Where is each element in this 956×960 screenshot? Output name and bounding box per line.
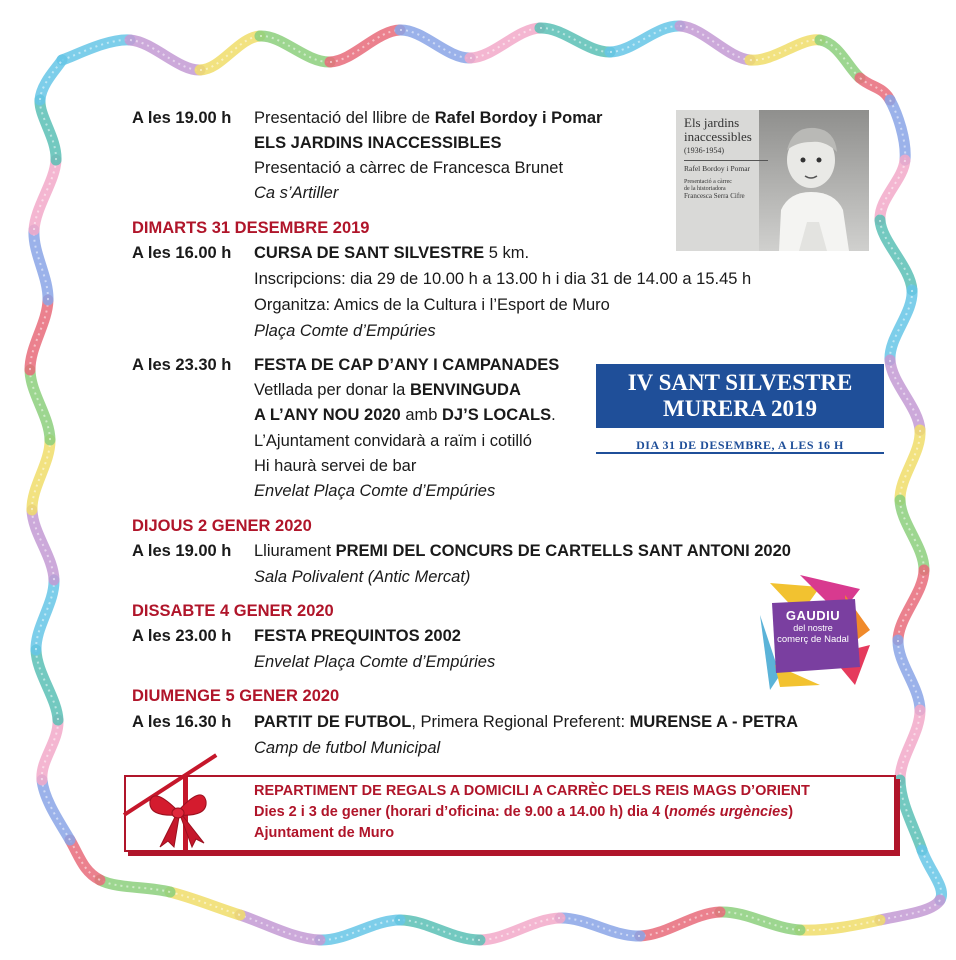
cover-author: Rafel Bordoy i Pomar bbox=[684, 164, 751, 173]
organizer-info: Organitza: Amics de la Cultura i l’Esport de Muro bbox=[254, 296, 610, 314]
event-place: Sala Polivalent (Antic Mercat) bbox=[254, 568, 471, 586]
text: , Primera Regional Preferent: bbox=[411, 713, 630, 731]
day-heading: DIUMENGE 5 GENER 2020 bbox=[132, 687, 340, 705]
cover-divider bbox=[684, 160, 768, 161]
event-note: L’Ajuntament convidarà a raïm i cotilló bbox=[254, 432, 532, 450]
notice-title: REPARTIMENT DE REGALS A DOMICILI A CARRÈC DELS REIS MAGS D’ORIENT bbox=[254, 783, 810, 799]
match-teams: MURENSE A - PETRA bbox=[629, 713, 798, 731]
day-heading: DISSABTE 4 GENER 2020 bbox=[132, 602, 334, 620]
gaudiu-logo-text bbox=[772, 609, 854, 645]
event-title: PARTIT DE FUTBOL bbox=[254, 713, 412, 731]
event-place: Envelat Plaça Comte d’Empúries bbox=[254, 482, 496, 500]
text: només urgències bbox=[669, 804, 789, 820]
cover-presenter: Presentació a càrrec bbox=[684, 179, 732, 185]
text: Lliurament bbox=[254, 542, 336, 560]
cover-presenter: Francesca Serra Cifre bbox=[684, 192, 745, 200]
day-heading: DIJOUS 2 GENER 2020 bbox=[132, 517, 312, 535]
cover-title: Els jardins bbox=[684, 115, 740, 130]
book-title: ELS JARDINS INACCESSIBLES bbox=[254, 134, 502, 152]
text: Dies 2 i 3 de gener (horari d’oficina: de 9.00 a 14.00 h) dia 4 ( bbox=[254, 804, 670, 820]
cover-years: (1936-1954) bbox=[684, 146, 724, 155]
event-description bbox=[254, 242, 529, 264]
event-description bbox=[254, 404, 556, 426]
cover-presenter: de la historiadora bbox=[684, 186, 726, 192]
event-time: A les 23.00 h bbox=[132, 627, 232, 645]
banner-subtitle: DIA 31 DE DESEMBRE, A LES 16 H bbox=[636, 438, 844, 452]
presenter-line: Presentació a càrrec de Francesca Brunet bbox=[254, 159, 564, 177]
text: . bbox=[551, 406, 556, 424]
event-time: A les 16.30 h bbox=[132, 713, 232, 731]
cover-title: inaccessibles bbox=[684, 129, 752, 144]
text: BENVINGUDA bbox=[409, 381, 521, 399]
banner-underline bbox=[596, 452, 884, 454]
event-description bbox=[254, 379, 521, 401]
day-heading: DIMARTS 31 DESEMBRE 2019 bbox=[132, 219, 370, 237]
logo-subtitle: comerç de Nadal bbox=[777, 634, 849, 645]
book-cover-image bbox=[676, 110, 869, 251]
logo-subtitle: del nostre bbox=[793, 623, 833, 633]
event-title: FESTA PREQUINTOS 2002 bbox=[254, 627, 461, 645]
registration-info: Inscripcions: dia 29 de 10.00 h a 13.00 h i dia 31 de 14.00 a 15.45 h bbox=[254, 270, 752, 288]
banner-title: IV SANT SILVESTRE bbox=[627, 370, 853, 395]
event-note: Hi haurà servei de bar bbox=[254, 457, 417, 475]
event-place: Camp de futbol Municipal bbox=[254, 739, 441, 757]
event-title: FESTA DE CAP D’ANY I CAMPANADES bbox=[254, 356, 560, 374]
text: DJ’S LOCALS bbox=[442, 406, 552, 424]
event-description bbox=[254, 540, 791, 562]
event-place: Plaça Comte d’Empúries bbox=[254, 322, 436, 340]
event-title: PREMI DEL CONCURS DE CARTELLS SANT ANTONI 2020 bbox=[335, 542, 791, 560]
gift-bow-icon bbox=[146, 781, 210, 849]
event-place: Envelat Plaça Comte d’Empúries bbox=[254, 653, 496, 671]
event-time: A les 19.00 h bbox=[132, 542, 232, 560]
event-title: CURSA DE SANT SILVESTRE bbox=[254, 244, 485, 262]
event-description bbox=[254, 107, 602, 129]
text: Presentació del llibre de bbox=[254, 109, 435, 127]
notice-schedule bbox=[254, 802, 793, 822]
event-description bbox=[254, 711, 798, 733]
notice-organizer: Ajuntament de Muro bbox=[254, 825, 395, 841]
author-name: Rafel Bordoy i Pomar bbox=[434, 109, 603, 127]
child-photo bbox=[759, 110, 869, 251]
logo-title: GAUDIU bbox=[785, 608, 841, 623]
event-time: A les 16.00 h bbox=[132, 244, 232, 262]
text: A L’ANY NOU 2020 bbox=[254, 406, 401, 424]
banner-title: MURERA 2019 bbox=[663, 396, 817, 421]
text: ) bbox=[788, 804, 794, 820]
sant-silvestre-banner bbox=[596, 364, 884, 428]
event-time: A les 23.30 h bbox=[132, 356, 232, 374]
text: Vetllada per donar la bbox=[254, 381, 410, 399]
event-time: A les 19.00 h bbox=[132, 109, 232, 127]
text: amb bbox=[400, 406, 443, 424]
text: 5 km. bbox=[484, 244, 530, 262]
event-place: Ca s’Artiller bbox=[254, 184, 339, 202]
book-cover-text bbox=[684, 116, 768, 200]
